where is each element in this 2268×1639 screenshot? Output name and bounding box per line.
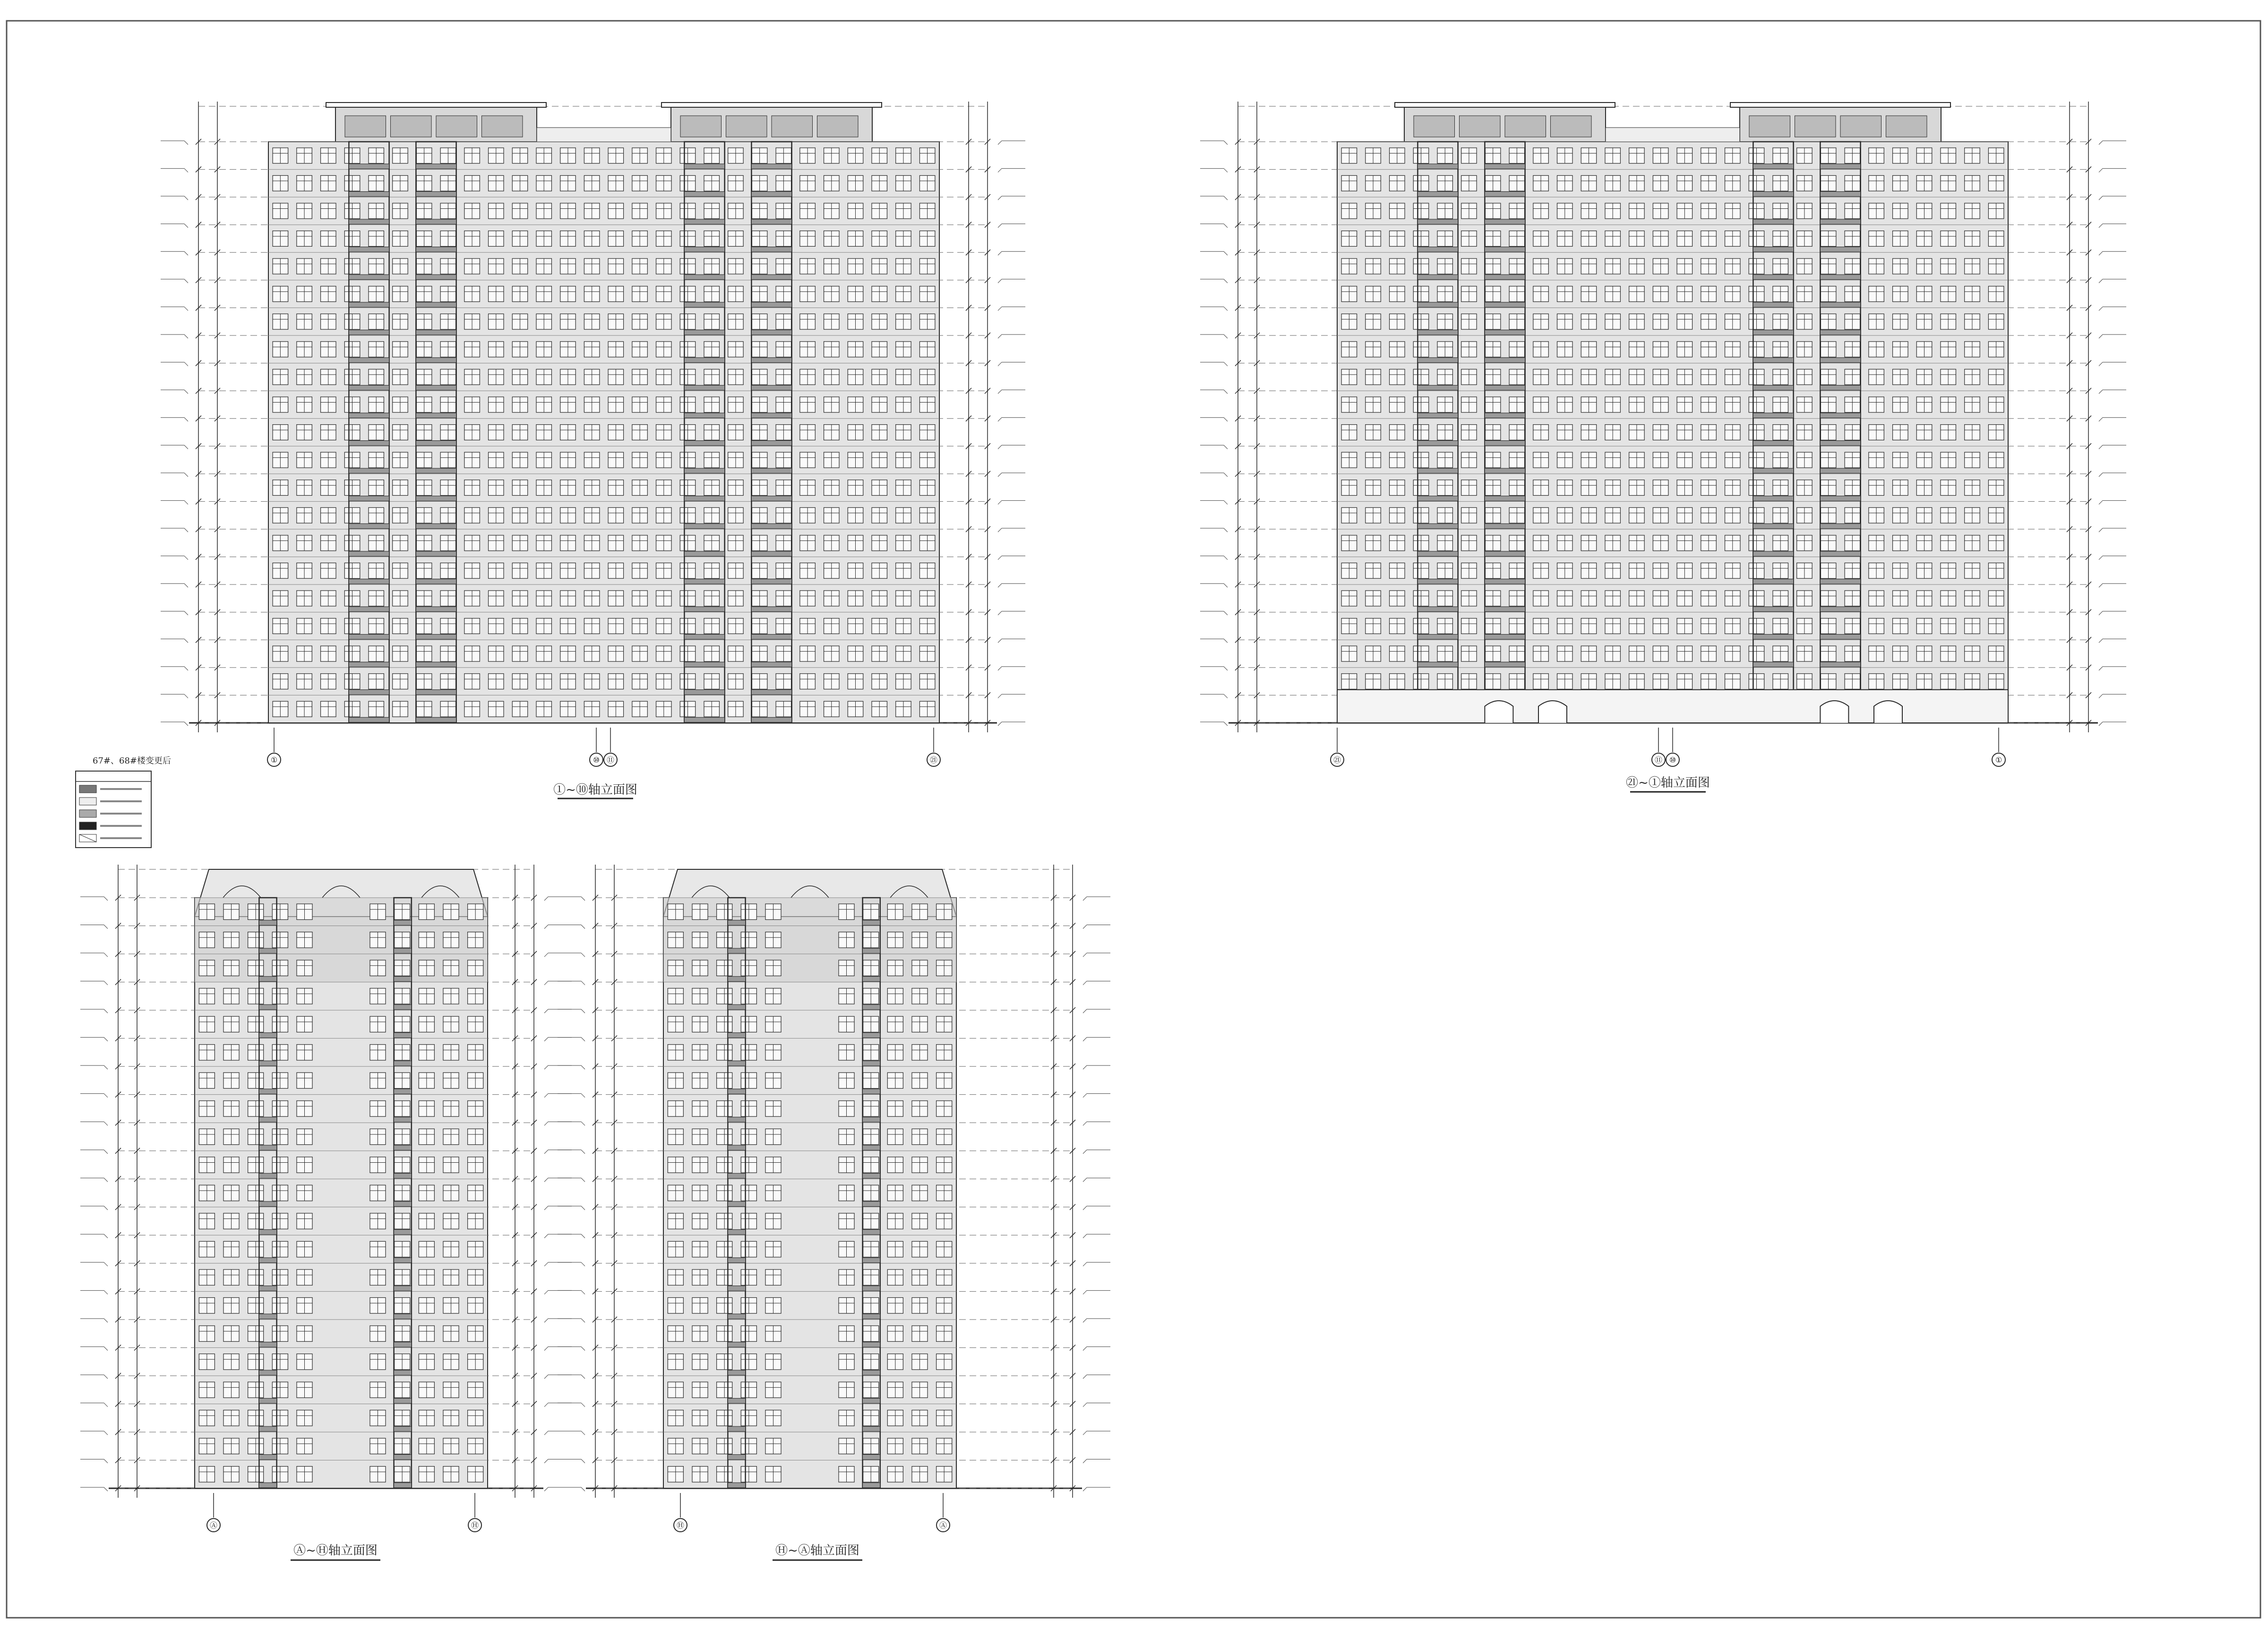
balcony-rail	[349, 523, 389, 529]
balcony-rail	[1820, 468, 1860, 473]
roof-window	[1795, 116, 1836, 137]
balcony-rail	[1418, 385, 1458, 390]
balcony-rail	[349, 607, 389, 612]
balcony-rail	[751, 551, 791, 557]
balcony-rail	[684, 496, 724, 501]
balcony-rail	[416, 579, 456, 584]
axis-label: ㉑	[1333, 755, 1341, 764]
balcony-rail	[684, 468, 724, 473]
roof-window	[1840, 116, 1881, 137]
elevation-top-right	[1200, 102, 2126, 766]
balcony-rail	[349, 635, 389, 640]
balcony-rail	[1820, 191, 1860, 197]
balcony-rail	[416, 413, 456, 418]
balcony-rail	[1820, 551, 1860, 557]
roof-window	[772, 116, 813, 137]
balcony-rail	[751, 302, 791, 308]
balcony-rail	[1485, 413, 1525, 418]
balcony-rail	[684, 607, 724, 612]
balcony-rail	[1485, 523, 1525, 529]
balcony-rail	[1820, 413, 1860, 418]
balcony-rail	[349, 302, 389, 308]
balcony-rail	[684, 441, 724, 446]
balcony-rail	[349, 164, 389, 169]
axis-label: ⑩	[593, 755, 600, 764]
balcony-rail	[1753, 662, 1793, 667]
balcony-rail	[684, 385, 724, 390]
balcony-rail	[416, 690, 456, 695]
balcony-rail	[1820, 358, 1860, 363]
roof-window	[680, 116, 722, 137]
axis-label: ①	[1995, 755, 2002, 764]
balcony-rail	[416, 302, 456, 308]
balcony-rail	[1485, 164, 1525, 169]
balcony-rail	[349, 441, 389, 446]
roof-cornice	[326, 103, 546, 107]
balcony-rail	[1753, 607, 1793, 612]
roof-window	[1886, 116, 1927, 137]
elevation-top-left	[161, 102, 1025, 766]
balcony-rail	[1485, 607, 1525, 612]
balcony-rail	[349, 358, 389, 363]
balcony-rail	[1753, 523, 1793, 529]
balcony-rail	[684, 164, 724, 169]
balcony-rail	[684, 413, 724, 418]
balcony-rail	[1485, 662, 1525, 667]
balcony-rail	[416, 662, 456, 667]
balcony-rail	[1418, 330, 1458, 335]
balcony-rail	[1753, 413, 1793, 418]
balcony-rail	[1418, 275, 1458, 280]
balcony-rail	[1418, 523, 1458, 529]
balcony-rail	[751, 579, 791, 584]
balcony-rail	[684, 302, 724, 308]
balcony-rail	[1820, 441, 1860, 446]
balcony-rail	[416, 635, 456, 640]
balcony-rail	[1418, 468, 1458, 473]
balcony-rail	[1485, 635, 1525, 640]
balcony-rail	[349, 191, 389, 197]
entrance-arch	[1820, 701, 1848, 723]
balcony-rail	[751, 496, 791, 501]
balcony-rail	[684, 635, 724, 640]
balcony-rail	[1418, 413, 1458, 418]
balcony-rail	[751, 330, 791, 335]
balcony-rail	[1820, 330, 1860, 335]
balcony-rail	[751, 164, 791, 169]
balcony-rail	[1418, 496, 1458, 501]
entrance-arch	[1538, 701, 1567, 723]
balcony-rail	[684, 191, 724, 197]
balcony-rail	[751, 191, 791, 197]
balcony-rail	[1418, 662, 1458, 667]
balcony-rail	[1753, 496, 1793, 501]
balcony-rail	[416, 358, 456, 363]
balcony-rail	[416, 468, 456, 473]
balcony-rail	[751, 607, 791, 612]
balcony-rail	[684, 717, 724, 722]
balcony-rail	[416, 717, 456, 722]
roof-window	[1749, 116, 1790, 137]
balcony-rail	[1418, 164, 1458, 169]
balcony-rail	[1418, 219, 1458, 224]
balcony-rail	[1820, 496, 1860, 501]
balcony-rail	[1820, 302, 1860, 308]
balcony-rail	[1753, 551, 1793, 557]
balcony-rail	[1418, 607, 1458, 612]
balcony-rail	[349, 690, 389, 695]
balcony-rail	[1485, 247, 1525, 252]
balcony-rail	[1485, 302, 1525, 308]
roof-window	[726, 116, 767, 137]
balcony-rail	[1820, 219, 1860, 224]
balcony-rail	[1485, 191, 1525, 197]
balcony-rail	[416, 496, 456, 501]
balcony-rail	[349, 247, 389, 252]
balcony-rail	[1485, 275, 1525, 280]
balcony-rail	[1820, 635, 1860, 640]
balcony-rail	[1418, 302, 1458, 308]
balcony-rail	[416, 330, 456, 335]
balcony-rail	[1753, 441, 1793, 446]
roof-window	[817, 116, 859, 137]
balcony-rail	[1820, 385, 1860, 390]
balcony-rail	[416, 191, 456, 197]
balcony-rail	[1753, 385, 1793, 390]
balcony-rail	[684, 579, 724, 584]
balcony-rail	[751, 523, 791, 529]
balcony-rail	[684, 247, 724, 252]
balcony-rail	[349, 468, 389, 473]
roof-cornice	[1730, 103, 1950, 107]
balcony-rail	[1820, 662, 1860, 667]
balcony-rail	[684, 523, 724, 529]
balcony-rail	[1753, 468, 1793, 473]
balcony-rail	[349, 717, 389, 722]
balcony-rail	[1485, 468, 1525, 473]
axis-label: ⑪	[1654, 755, 1663, 764]
balcony-rail	[751, 413, 791, 418]
entrance-arch	[1485, 701, 1513, 723]
balcony-rail	[684, 275, 724, 280]
balcony-rail	[1753, 302, 1793, 308]
balcony-rail	[1418, 635, 1458, 640]
balcony-rail	[1753, 635, 1793, 640]
balcony-rail	[1485, 579, 1525, 584]
balcony-rail	[416, 551, 456, 557]
balcony-rail	[1753, 330, 1793, 335]
roof-cornice	[1395, 103, 1615, 107]
balcony-rail	[751, 635, 791, 640]
balcony-rail	[1753, 358, 1793, 363]
balcony-rail	[751, 468, 791, 473]
balcony-rail	[684, 358, 724, 363]
balcony-rail	[349, 579, 389, 584]
balcony-rail	[1418, 551, 1458, 557]
balcony-rail	[416, 247, 456, 252]
balcony-rail	[1820, 523, 1860, 529]
balcony-rail	[416, 441, 456, 446]
balcony-rail	[1418, 441, 1458, 446]
balcony-rail	[751, 358, 791, 363]
balcony-rail	[751, 441, 791, 446]
roof-center	[1606, 128, 1740, 142]
balcony-rail	[1485, 496, 1525, 501]
balcony-rail	[416, 164, 456, 169]
roof-window	[345, 116, 386, 137]
roof-window	[391, 116, 432, 137]
balcony-rail	[349, 385, 389, 390]
balcony-rail	[1820, 579, 1860, 584]
balcony-rail	[349, 413, 389, 418]
balcony-rail	[1485, 441, 1525, 446]
axis-label: ㉑	[929, 755, 938, 764]
roof-window	[1460, 116, 1501, 137]
balcony-rail	[1485, 551, 1525, 557]
balcony-rail	[684, 690, 724, 695]
balcony-rail	[416, 607, 456, 612]
balcony-rail	[751, 662, 791, 667]
balcony-rail	[1418, 358, 1458, 363]
balcony-rail	[349, 662, 389, 667]
balcony-rail	[1418, 579, 1458, 584]
roof-window	[482, 116, 523, 137]
balcony-rail	[1418, 247, 1458, 252]
balcony-rail	[1753, 579, 1793, 584]
balcony-rail	[684, 662, 724, 667]
balcony-rail	[1753, 247, 1793, 252]
balcony-rail	[684, 551, 724, 557]
balcony-rail	[1485, 330, 1525, 335]
entrance-arch	[1874, 701, 1902, 723]
roof-window	[1414, 116, 1455, 137]
balcony-rail	[416, 523, 456, 529]
balcony-rail	[751, 275, 791, 280]
balcony-rail	[1820, 247, 1860, 252]
balcony-rail	[349, 330, 389, 335]
roof-center	[537, 128, 671, 142]
balcony-rail	[416, 385, 456, 390]
balcony-rail	[1820, 275, 1860, 280]
balcony-rail	[1820, 164, 1860, 169]
balcony-rail	[416, 219, 456, 224]
balcony-rail	[684, 219, 724, 224]
roof-cornice	[662, 103, 882, 107]
balcony-rail	[751, 247, 791, 252]
balcony-rail	[1753, 191, 1793, 197]
roof-window	[436, 116, 477, 137]
balcony-rail	[684, 330, 724, 335]
roof-window	[1505, 116, 1546, 137]
axis-label: ⑪	[606, 755, 615, 764]
roof-window	[1551, 116, 1592, 137]
balcony-rail	[349, 219, 389, 224]
balcony-rail	[349, 496, 389, 501]
balcony-rail	[1485, 358, 1525, 363]
balcony-rail	[751, 717, 791, 722]
balcony-rail	[751, 690, 791, 695]
balcony-rail	[1485, 219, 1525, 224]
axis-label: ①	[270, 755, 278, 764]
balcony-rail	[416, 275, 456, 280]
balcony-rail	[751, 385, 791, 390]
balcony-rail	[349, 551, 389, 557]
balcony-rail	[1485, 385, 1525, 390]
storefront	[1337, 690, 2008, 723]
balcony-rail	[1753, 164, 1793, 169]
balcony-rail	[1753, 219, 1793, 224]
balcony-rail	[1820, 607, 1860, 612]
balcony-rail	[349, 275, 389, 280]
balcony-rail	[1753, 275, 1793, 280]
axis-label: ⑩	[1669, 755, 1676, 764]
balcony-rail	[1418, 191, 1458, 197]
balcony-rail	[751, 219, 791, 224]
